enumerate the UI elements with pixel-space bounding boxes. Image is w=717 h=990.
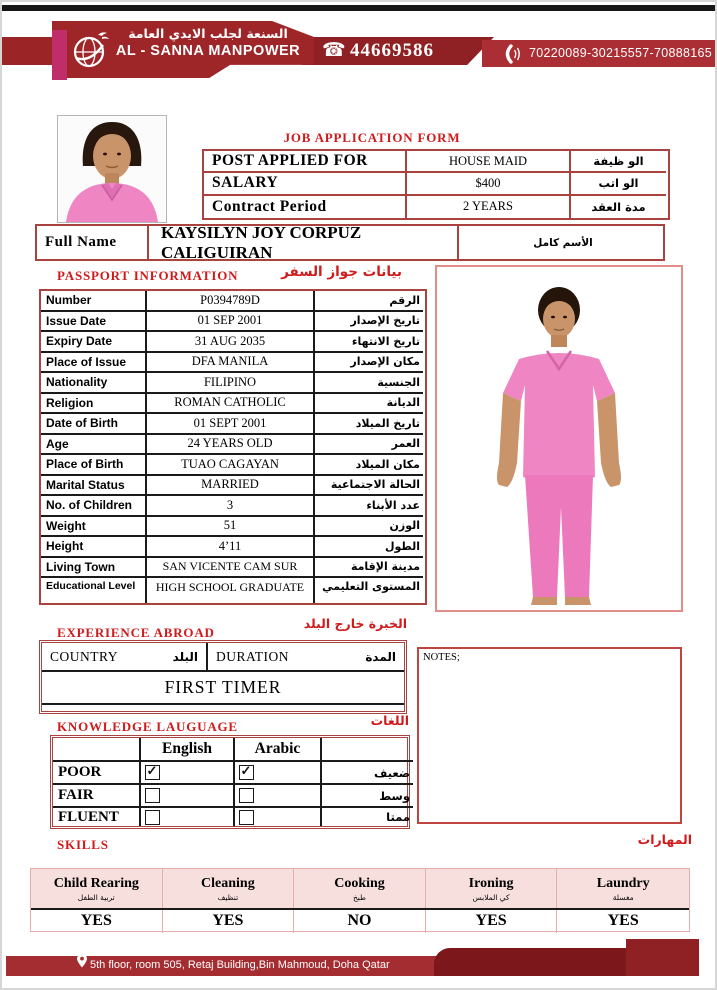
experience-value: FIRST TIMER: [42, 672, 404, 705]
experience-section-title: EXPERIENCE ABROAD: [57, 625, 215, 640]
language-knowledge-table: [50, 735, 410, 829]
mobile-numbers: 70220089-30215557-70888165: [529, 46, 712, 60]
duration-column-arabic: المدة: [365, 649, 396, 664]
fluent-arabic-cell: [235, 808, 322, 826]
footer-dark-ribbon: [434, 948, 626, 976]
passport-row-label: Religion: [41, 394, 147, 415]
skills-section-title-arabic: المهارات: [637, 832, 692, 847]
salary-arabic: الو اتب: [571, 173, 666, 195]
country-column-label: COUNTRY: [50, 648, 119, 664]
poor-row-label: POOR: [53, 762, 141, 785]
passport-row-value: 3: [147, 496, 315, 517]
experience-section-title-arabic: الخبرة خارج البلد: [303, 616, 407, 631]
passport-row-label: No. of Children: [41, 496, 147, 517]
passport-row-arabic: الوزن: [315, 517, 423, 538]
job-application-table: [202, 149, 670, 220]
skill-value-laundry: YES: [607, 912, 639, 930]
passport-row-label: Expiry Date: [41, 332, 147, 353]
passport-row-arabic: تاريخ الميلاد: [315, 414, 423, 435]
footer-address: 5th floor, room 505, Retaj Building,Bin Mahmoud, Doha Qatar: [90, 959, 390, 971]
post-applied-label: POST APPLIED FOR: [204, 151, 407, 173]
passport-row-label: Age: [41, 435, 147, 456]
passport-section-title-arabic: بيانات جواز السفر: [281, 264, 402, 280]
passport-row-value: 24 YEARS OLD: [147, 435, 315, 456]
fluent-arabic-label: ممتا: [386, 810, 410, 824]
passport-row-value: SAN VICENTE CAM SUR: [147, 558, 315, 579]
skill-header-cooking: Cooking طبخ: [294, 869, 426, 908]
english-column-header: English: [141, 738, 235, 762]
poor-arabic-label: ضعيف: [322, 762, 413, 785]
poor-arabic-checkbox: [239, 765, 254, 780]
passport-row-arabic: عدد الأبناء: [315, 496, 423, 517]
passport-row-value: P0394789D: [147, 291, 315, 312]
passport-row-value: ROMAN CATHOLIC: [147, 394, 315, 415]
fair-english-checkbox: [145, 788, 160, 803]
contract-period-label: Contract Period: [204, 196, 407, 218]
passport-row-arabic: تاريخ الانتهاء: [315, 332, 423, 353]
skill-value-child-rearing: YES: [31, 910, 163, 933]
notes-label: NOTES;: [423, 652, 460, 663]
skills-section-title: SKILLS: [57, 837, 109, 852]
skill-header-ironing: Ironing كي الملابس: [426, 869, 558, 908]
passport-row-value: HIGH SCHOOL GRADUATE: [147, 578, 315, 603]
skill-header-laundry: Laundry مغسلة: [596, 875, 650, 902]
contract-period-value: 2 YEARS: [407, 196, 571, 218]
passport-row-arabic: الطول: [315, 537, 423, 558]
contract-period-arabic: مدة العقد: [591, 199, 646, 214]
company-name-english: AL - SANNA MANPOWER: [115, 43, 301, 59]
passport-row-arabic: تاريخ الإصدار: [315, 312, 423, 333]
skill-value-cleaning: YES: [163, 910, 295, 933]
phone-number: 44669586: [350, 40, 434, 61]
passport-row-value: MARRIED: [147, 476, 315, 497]
full-name-arabic: الأسم كامل: [533, 236, 593, 249]
skill-value-ironing: YES: [426, 910, 558, 933]
passport-row-label: Weight: [41, 517, 147, 538]
full-name-value: KAYSILYN JOY CORPUZ CALIGUIRAN: [149, 226, 459, 259]
passport-row-label: Number: [41, 291, 147, 312]
passport-row-arabic: العمر: [315, 435, 423, 456]
language-section-title-arabic: اللغات: [370, 713, 409, 728]
skill-value-cooking: NO: [294, 910, 426, 933]
fluent-row-label: FLUENT: [53, 808, 141, 826]
passport-row-arabic: الحالة الاجتماعية: [315, 476, 423, 497]
skill-header-cleaning: Cleaning تنظيف: [163, 869, 295, 908]
location-pin-icon: [77, 954, 87, 973]
passport-row-value: 4’11: [147, 537, 315, 558]
salary-value: $400: [407, 173, 571, 195]
fair-arabic-label: وسط: [322, 785, 413, 808]
passport-row-arabic: مكان الميلاد: [315, 455, 423, 476]
full-name-row: [35, 224, 665, 261]
passport-row-arabic: مدينة الإقامة: [315, 558, 423, 579]
post-applied-arabic: الو ظيفة: [571, 151, 666, 173]
passport-row-value: 01 SEP 2001: [147, 312, 315, 333]
fair-row-label: FAIR: [53, 785, 141, 808]
passport-information-table: [39, 289, 427, 605]
passport-row-label: Marital Status: [41, 476, 147, 497]
top-black-bar: [2, 5, 715, 11]
passport-row-label: Place of Birth: [41, 455, 147, 476]
company-name-arabic: السنعة لجلب الايدي العامة: [128, 26, 288, 41]
fair-arabic-cell: [235, 785, 322, 808]
phone-icon: ☎: [322, 40, 346, 61]
passport-row-label: Nationality: [41, 373, 147, 394]
passport-row-arabic: الرقم: [315, 291, 423, 312]
skill-header-child-rearing: Child Rearing تربية الطفل: [31, 869, 163, 908]
footer-right-block: [626, 939, 699, 976]
fluent-english-cell: [141, 808, 235, 826]
poor-arabic-cell: [235, 762, 322, 785]
passport-row-label: Issue Date: [41, 312, 147, 333]
passport-row-label: Educational Level: [41, 578, 147, 603]
fluent-arabic-checkbox: [239, 810, 254, 825]
passport-row-value: FILIPINO: [147, 373, 315, 394]
notes-box: [417, 647, 682, 824]
passport-row-label: Height: [41, 537, 147, 558]
passport-row-value: 01 SEPT 2001: [147, 414, 315, 435]
language-section-title: KNOWLEDGE LAUGUAGE: [57, 719, 238, 734]
arabic-column-header: Arabic: [235, 738, 322, 762]
passport-row-arabic: الديانة: [315, 394, 423, 415]
passport-row-value: 51: [147, 517, 315, 538]
full-name-label: Full Name: [37, 226, 149, 259]
mobile-phone-icon: [503, 43, 521, 70]
passport-row-value: TUAO CAGAYAN: [147, 455, 315, 476]
post-applied-value: HOUSE MAID: [407, 151, 571, 173]
fair-arabic-checkbox: [239, 788, 254, 803]
applicant-headshot-photo: [57, 115, 167, 223]
passport-section-title: PASSPORT INFORMATION: [57, 268, 239, 283]
poor-english-cell: [141, 762, 235, 785]
passport-row-arabic: مكان الإصدار: [315, 353, 423, 374]
globe-bird-logo-icon: [72, 30, 110, 70]
magenta-accent-bar: [52, 30, 67, 80]
passport-row-label: Living Town: [41, 558, 147, 579]
passport-row-label: Place of Issue: [41, 353, 147, 374]
duration-column-label: DURATION: [216, 648, 289, 664]
passport-row-label: Date of Birth: [41, 414, 147, 435]
form-title: JOB APPLICATION FORM: [283, 130, 461, 145]
passport-row-arabic: المستوى التعليمي: [322, 580, 420, 593]
passport-row-value: 31 AUG 2035: [147, 332, 315, 353]
experience-abroad-table: [39, 640, 407, 714]
salary-label: SALARY: [204, 173, 407, 195]
passport-row-value: DFA MANILA: [147, 353, 315, 374]
poor-english-checkbox: [145, 765, 160, 780]
country-column-arabic: البلد: [172, 649, 198, 664]
fair-english-cell: [141, 785, 235, 808]
passport-row-arabic: الجنسية: [315, 373, 423, 394]
fluent-english-checkbox: [145, 810, 160, 825]
skills-table: [30, 868, 690, 932]
applicant-fullbody-photo: [435, 265, 683, 612]
